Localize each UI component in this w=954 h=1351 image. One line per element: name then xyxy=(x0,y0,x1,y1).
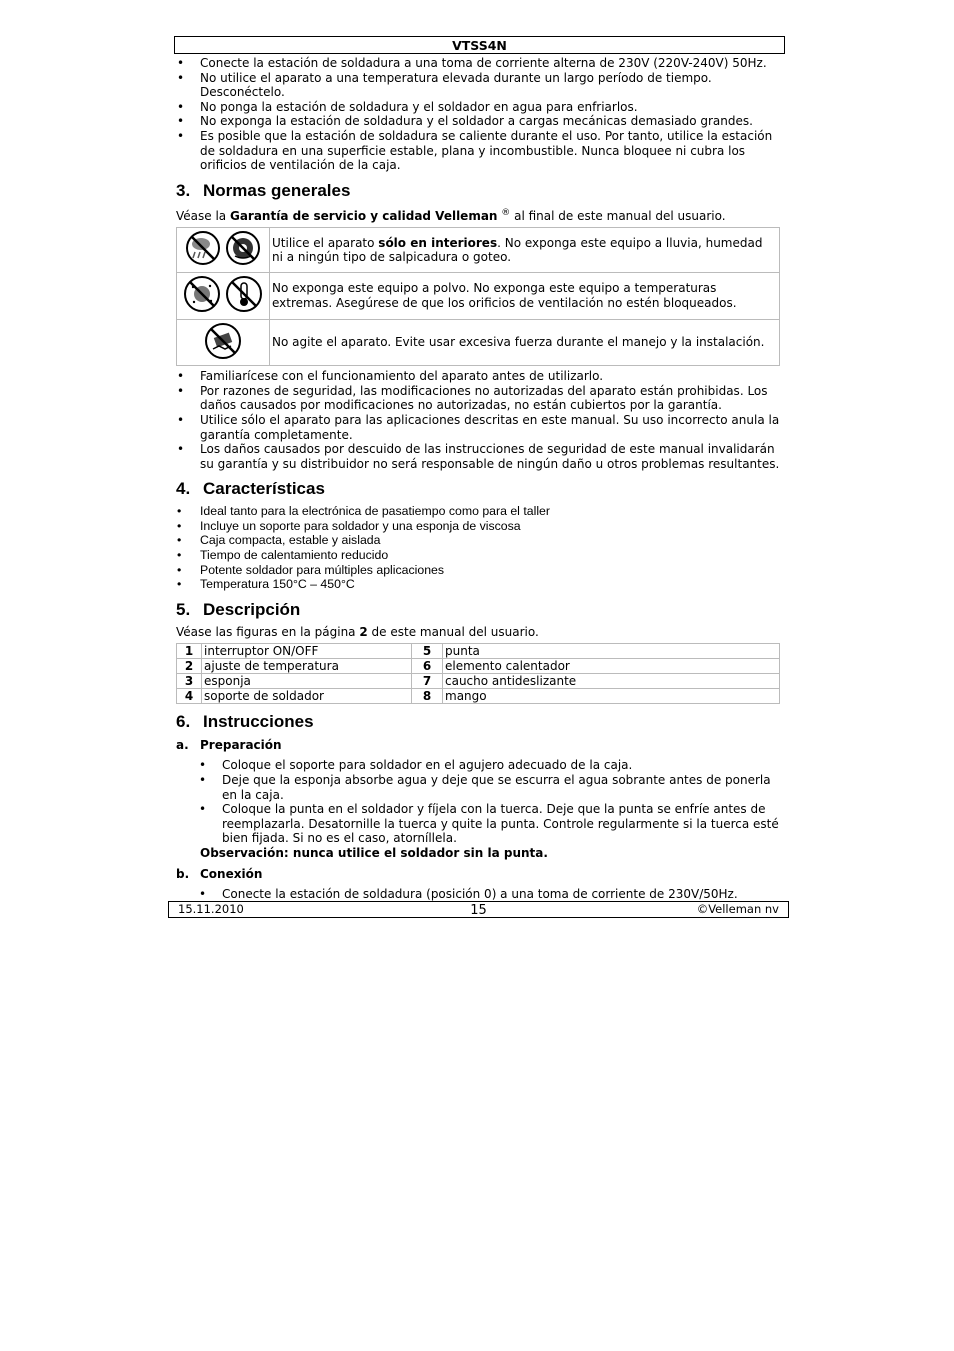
list-item: • No exponga la estación de soldadura y el soldador a cargas mecánicas demasiado grandes. xyxy=(176,114,780,129)
table-row: 4 soporte de soldador 8 mango xyxy=(177,689,780,704)
subsection-heading-connection: b. Conexión xyxy=(176,866,263,881)
table-row: No agite el aparato. Evite usar excesiva fuerza durante el manejo y la instalación. xyxy=(177,319,780,366)
section-heading-features: 4. Características xyxy=(176,479,325,499)
list-item: • Conecte la estación de soldadura a una toma de corriente alterna de 230V (220V-240V) 50Hz. xyxy=(176,56,780,71)
list-item: • Conecte la estación de soldadura (posición 0) a una toma de corriente de 230V/50Hz. xyxy=(198,887,780,902)
table-row: Utilice el aparato sólo en interiores. No exponga este equipo a lluvia, humedad ni a ningún tipo de salpicadura o goteo. xyxy=(177,228,780,273)
list-item: • Coloque el soporte para soldador en el agujero adecuado de la caja. xyxy=(198,758,780,773)
page-footer xyxy=(168,901,789,918)
list-item: • Tiempo de calentamiento reducido xyxy=(176,548,780,563)
section-heading-description: 5. Descripción xyxy=(176,599,301,619)
page-content xyxy=(176,56,780,901)
list-item: • Incluye un soporte para soldador y una esponja de viscosa xyxy=(176,519,780,534)
table-row: 3 esponja 7 caucho antideslizante xyxy=(177,674,780,689)
page-number: 15 xyxy=(470,903,487,918)
table-row: 1 interruptor ON/OFF 5 punta xyxy=(177,644,780,659)
list-item: • Coloque la punta en el soldador y fíjela con la tuerca. Deje que la punta se enfríe antes de reemplazarla. Desatornille la tuerca y quite la punta. Controle regularmente si la tuerca esté bien fijada. Si no es el caso, atorníllela. xyxy=(198,802,780,846)
preparation-note: Observación: nunca utilice el soldador sin la punta. xyxy=(200,846,548,860)
figures-reference: Véase las figuras en la página 2 de este manual del usuario. xyxy=(176,624,539,639)
intro-bullet-list xyxy=(176,56,780,173)
no-splash-icon xyxy=(225,230,261,270)
footer-copyright: ©Velleman nv xyxy=(696,902,779,916)
footer-date: 15.11.2010 xyxy=(178,902,244,916)
no-dust-icon xyxy=(183,275,221,317)
connection-bullet-list xyxy=(176,887,780,902)
no-shake-icon xyxy=(204,322,242,364)
list-item: • Es posible que la estación de soldadura se caliente durante el uso. Por tanto, utilice la estación de soldadura en una superficie estable, plana y incombustible. Nunca bloquee ni cubra los orificios de ventilación de la caja. xyxy=(176,129,780,173)
safety-icons-table xyxy=(176,227,780,366)
section-heading-general-rules: 3. Normas generales xyxy=(176,180,351,200)
preparation-bullet-list xyxy=(176,758,780,846)
no-heat-icon xyxy=(225,275,263,317)
list-item: • Por razones de seguridad, las modificaciones no autorizadas del aparato están prohibidas. Los daños causados por modificaciones no autorizadas, no están cubiertos por la garantía. xyxy=(176,384,780,413)
list-item: • Utilice sólo el aparato para las aplicaciones descritas en este manual. Su uso incorrecto anula la garantía completamente. xyxy=(176,413,780,442)
warranty-reference: Véase la Garantía de servicio y calidad Velleman ® al final de este manual del usuario. xyxy=(176,207,726,223)
subsection-heading-preparation: a. Preparación xyxy=(176,738,282,753)
table-row: No exponga este equipo a polvo. No exponga este equipo a temperaturas extremas. Asegúrese de que los orificios de ventilación no estén bloqueados. xyxy=(177,272,780,319)
list-item: • No utilice el aparato a una temperatura elevada durante un largo período de tiempo. Desconéctelo. xyxy=(176,71,780,100)
features-bullet-list xyxy=(176,504,780,592)
list-item: • Deje que la esponja absorbe agua y deje que se escurra el agua sobrante antes de ponerla en la caja. xyxy=(198,773,780,802)
list-item: • Ideal tanto para la electrónica de pasatiempo como para el taller xyxy=(176,504,780,519)
list-item: • Caja compacta, estable y aislada xyxy=(176,533,780,548)
list-item: • Los daños causados por descuido de las instrucciones de seguridad de este manual invalidarán su garantía y su distribuidor no será responsable de ningún daño u otros problemas resultantes. xyxy=(176,442,780,471)
general-rules-bullet-list xyxy=(176,369,780,471)
table-row: 2 ajuste de temperatura 6 elemento calentador xyxy=(177,659,780,674)
page-header xyxy=(174,36,785,54)
no-rain-icon xyxy=(185,230,221,270)
list-item: • Potente soldador para múltiples aplicaciones xyxy=(176,563,780,578)
list-item: • Familiarícese con el funcionamiento del aparato antes de utilizarlo. xyxy=(176,369,780,384)
section-heading-instructions: 6. Instrucciones xyxy=(176,712,314,732)
list-item: • Temperatura 150°C – 450°C xyxy=(176,577,780,592)
model-title: VTSS4N xyxy=(452,38,507,53)
parts-table xyxy=(176,643,780,704)
list-item: • No ponga la estación de soldadura y el soldador en agua para enfriarlos. xyxy=(176,100,780,115)
